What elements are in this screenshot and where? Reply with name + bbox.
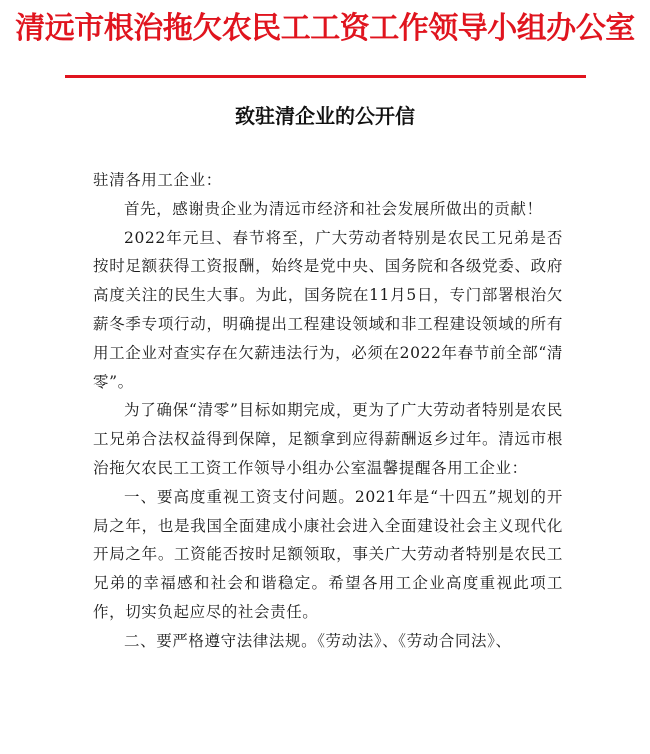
paragraph-thanks: 首先，感谢贵企业为清远市经济和社会发展所做出的贡献！ <box>124 199 543 218</box>
document-title: 致驻清企业的公开信 <box>235 104 415 128</box>
paragraph-point-two: 二、要严格遵守法律法规。《劳动法》、《劳动合同法》、 <box>124 631 512 650</box>
letterhead-org-name: 清远市根治拖欠农民工工资工作领导小组办公室 <box>15 11 635 46</box>
letterhead-red-rule <box>65 75 586 78</box>
paragraph-reminder: 为了确保“清零”目标如期完成，更为了广大劳动者特别是农民工兄弟合法权益得到保障，足额拿到应得薪酬返乡过年。清远市根治拖欠农民工工资工作领导小组办公室温馨提醒各用工企业： <box>93 401 563 477</box>
paragraph-point-one: 一、要高度重视工资支付问题。2021年是“十四五”规划的开局之年，也是我国全面建成小康社会进入全面建设社会主义现代化开局之年。工资能否按时足额领取，事关广大劳动者特别是农民工兄弟的幸福感和社会和谐稳定。希望各用工企业高度重视此项工作，切实负起应尽的社会责任。 <box>93 487 563 621</box>
letter-body <box>93 166 563 656</box>
salutation: 驻清各用工企业： <box>93 171 222 189</box>
paragraph-background: 2022年元旦、春节将至，广大劳动者特别是农民工兄弟是否按时足额获得工资报酬，始终是党中央、国务院和各级党委、政府高度关注的民生大事。为此，国务院在11月5日，专门部署根治欠薪冬季专项行动，明确提出工程建设领域和非工程建设领域的所有用工企业对查实存在欠薪违法行为，必须在2022年春节前全部“清零”。 <box>93 228 563 391</box>
